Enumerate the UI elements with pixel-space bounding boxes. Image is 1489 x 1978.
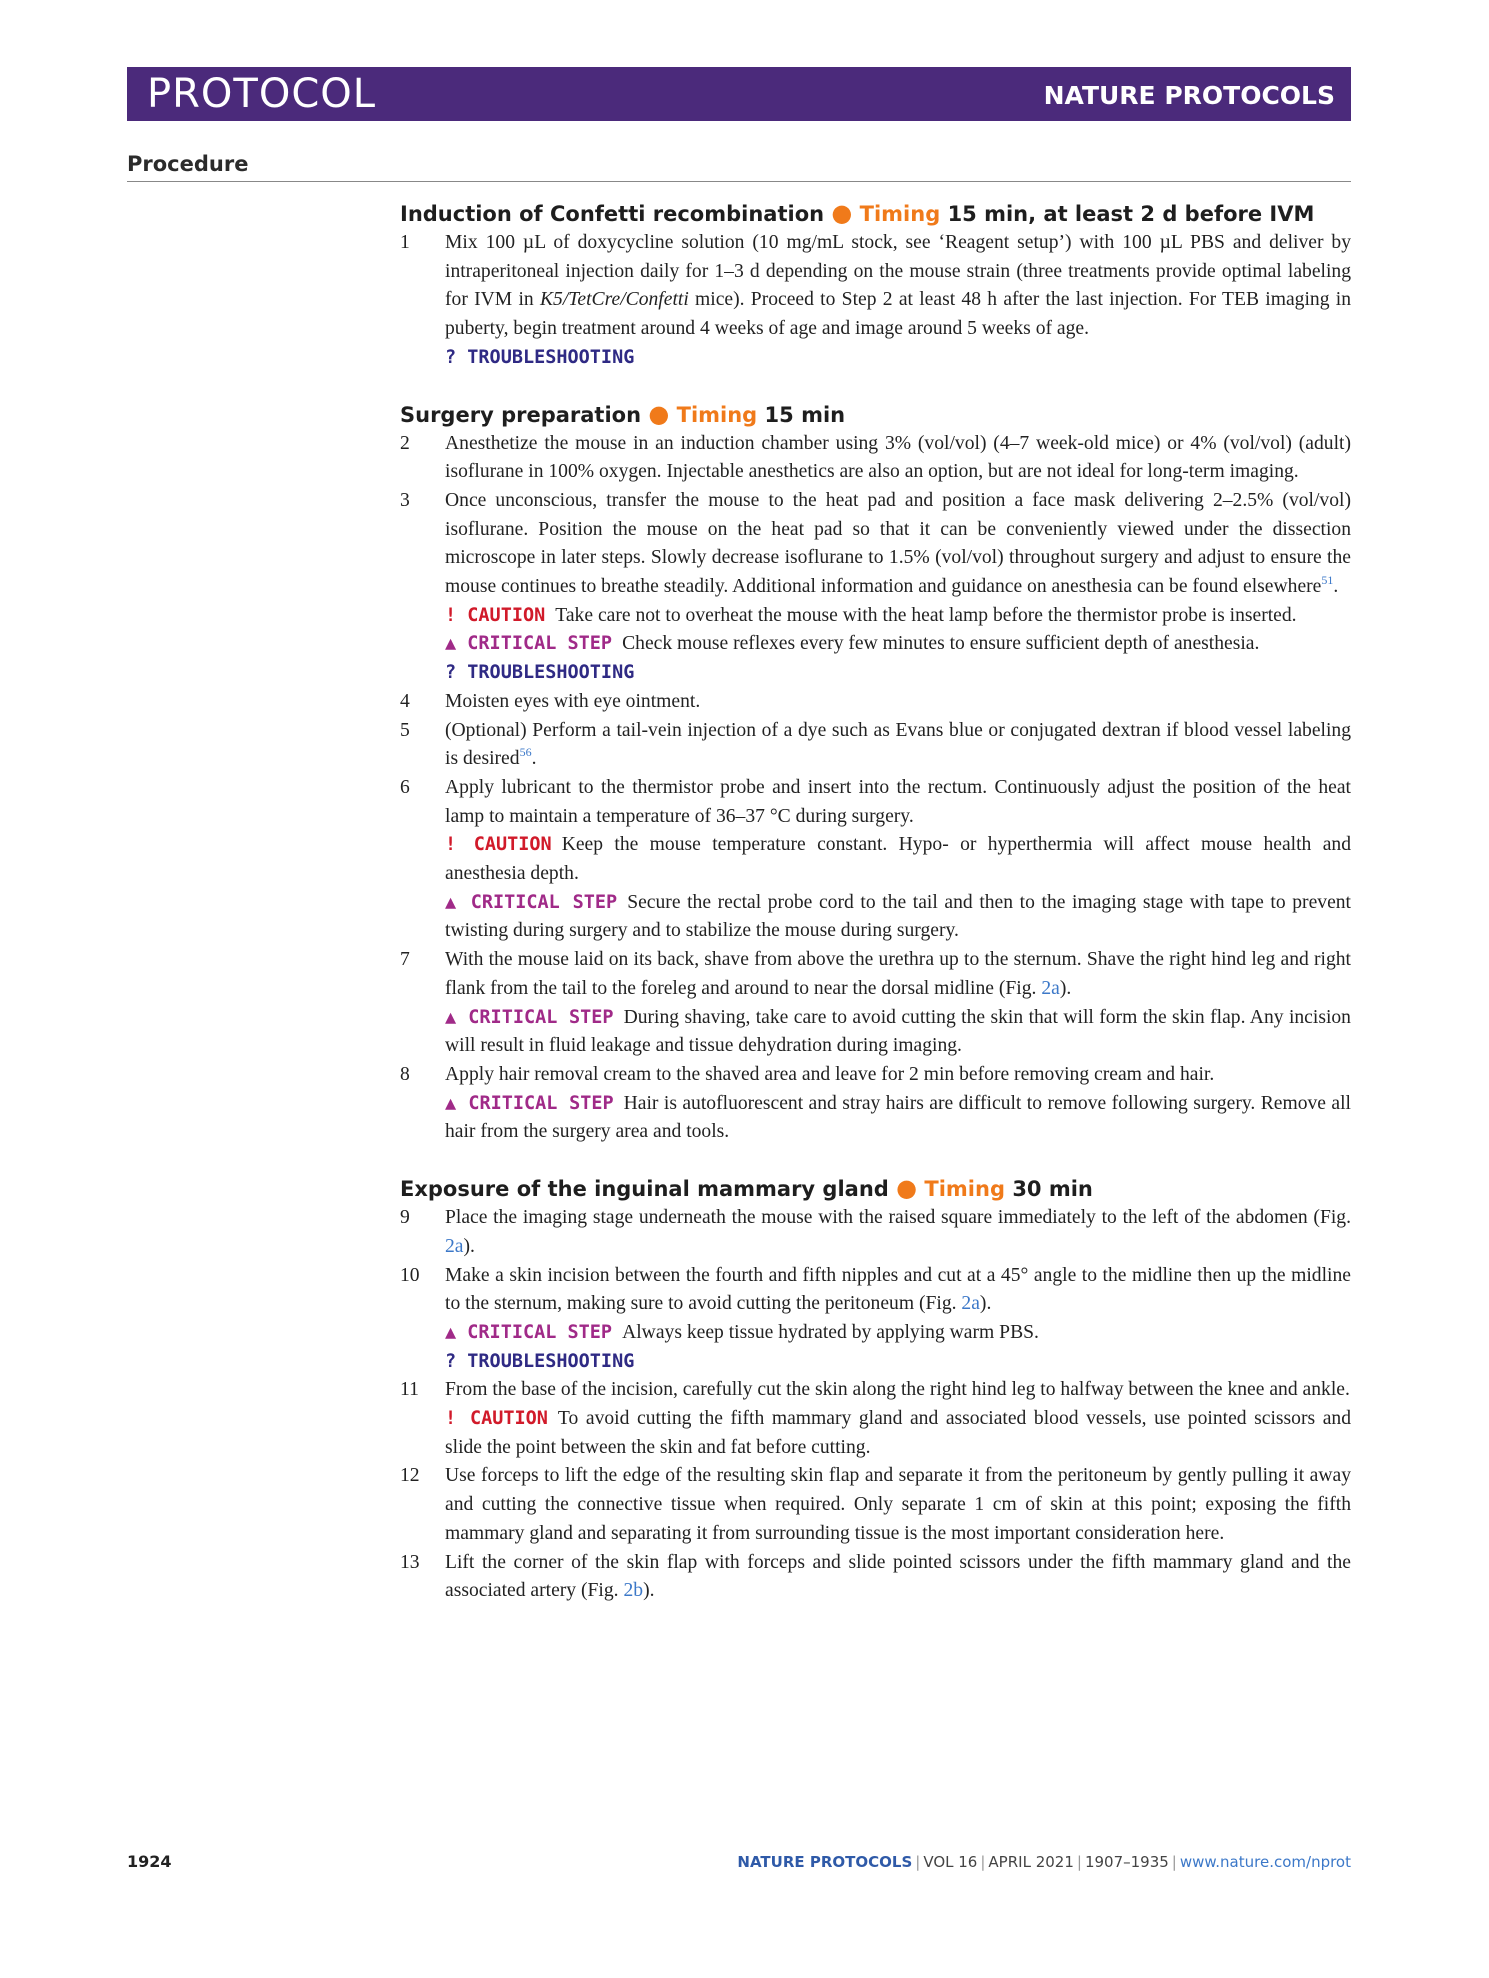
- section-type-label: PROTOCOL: [147, 71, 377, 117]
- step-12: 12 Use forceps to lift the edge of the resulting skin flap and separate it from the peritoneum by gently pulling it away and cutting the connective tissue when required. Only separate 1 cm of skin at this point; exposing the fifth mammary gland and separating it from surrounding tissue is the most important consideration here.: [400, 1465, 1351, 1544]
- reference-link[interactable]: 56: [519, 745, 532, 760]
- header-bar: [127, 67, 1351, 121]
- step-2: 2 Anesthetize the mouse in an induction chamber using 3% (vol/vol) (4–7 week-old mice) or 4% (vol/vol) (adult) isoflurane in 100% oxygen. Injectable anesthetics are also an option, but are not ideal for long-term imaging.: [400, 432, 1351, 483]
- troubleshooting-link[interactable]: ? TROUBLESHOOTING: [445, 662, 635, 684]
- procedure-rule: [127, 181, 1351, 182]
- procedure-heading: Procedure: [127, 152, 249, 176]
- section-heading: Surgery preparation ● Timing 15 min: [400, 399, 846, 428]
- section-heading: Induction of Confetti recombination ● Timing 15 min, at least 2 d before IVM: [400, 199, 1315, 227]
- critical-step-note: ▲ CRITICAL STEP During shaving, take care to avoid cutting the skin that will form the skin flap. Any incision will result in fluid leakage and tissue dehydration during imaging.: [445, 1006, 1351, 1057]
- troubleshooting-link[interactable]: ? TROUBLESHOOTING: [445, 1350, 635, 1372]
- reference-link[interactable]: 51: [1321, 573, 1334, 588]
- timing-dot-icon: ●: [648, 399, 670, 428]
- figure-link[interactable]: 2a: [445, 1235, 464, 1257]
- step-5: 5 (Optional) Perform a tail-vein injection of a dye such as Evans blue or conjugated dextran if blood vessel labeling is desired$^{56}$.: [400, 719, 1351, 770]
- step-10: 10 Make a skin incision between the fourth and fifth nipples and cut at a 45° angle to the midline then up the midline to the sternum, making sure to avoid cutting the peritoneum (Fig. 2a).: [400, 1264, 1351, 1315]
- footer-volume: VOL 16: [923, 1853, 978, 1871]
- caution-note: ! CAUTION Take care not to overheat the mouse with the heat lamp before the thermistor probe is inserted.: [445, 604, 1297, 626]
- critical-step-note: ▲ CRITICAL STEP Always keep tissue hydrated by applying warm PBS.: [445, 1321, 1039, 1343]
- timing-dot-icon: ●: [831, 199, 853, 227]
- step-1: 1 Mix 100 µL of doxycycline solution (10 mg/mL stock, see ‘Reagent setup’) with 100 µL PBS and deliver by intraperitoneal injection daily for 1–3 d depending on the mouse strain (three treatments provide optimal labeling for IVM in K5/TetCre/Confetti mice). Proceed to Step 2 at least 48 h after the last injection. For TEB imaging in puberty, begin treatment around 4 weeks of age and image around 5 weeks of age.: [400, 232, 1351, 340]
- procedure-content: [400, 198, 1351, 1606]
- step-7: 7 With the mouse laid on its back, shave from above the urethra up to the sternum. Shave the right hind leg and right flank from the tail to the foreleg and around to near the dorsal midline (Fig. 2a).: [400, 949, 1351, 999]
- step-3: 3 Once unconscious, transfer the mouse to the heat pad and position a face mask delivering 2–2.5% (vol/vol) isoflurane. Position the mouse on the heat pad so that it can be conveniently viewed under the dissection microscope in later steps. Slowly decrease isoflurane to 1.5% (vol/vol) throughout surgery and adjust to ensure the mouse continues to breathe steadily. Additional information and guidance on anesthesia can be found elsewhere$^{51}$.: [400, 489, 1351, 598]
- page-number: 1924: [127, 1852, 172, 1871]
- step-8: 8 Apply hair removal cream to the shaved area and leave for 2 min before removing cream and hair.: [400, 1063, 1215, 1085]
- footer-journal: NATURE PROTOCOLS: [737, 1853, 913, 1871]
- timing-dot-icon: ●: [896, 1174, 918, 1203]
- critical-step-note: ▲ CRITICAL STEP Secure the rectal probe cord to the tail and then to the imaging stage with tape to prevent twisting during surgery and to stabilize the mouse during surgery.: [445, 891, 1352, 942]
- journal-name: NATURE PROTOCOLS: [1043, 81, 1335, 110]
- step-9: 9 Place the imaging stage underneath the mouse with the raised square immediately to the left of the abdomen (Fig. 2a).: [400, 1207, 1351, 1257]
- critical-step-note: ▲ CRITICAL STEP Hair is autofluorescent and stray hairs are difficult to remove following surgery. Remove all hair from the surgery area and tools.: [445, 1092, 1351, 1143]
- step-11: 11 From the base of the incision, carefully cut the skin along the right hind leg to halfway between the knee and ankle.: [400, 1379, 1350, 1401]
- step-6: 6 Apply lubricant to the thermistor probe and insert into the rectum. Continuously adjust the position of the heat lamp to maintain a temperature of 36–37 °C during surgery.: [400, 776, 1351, 827]
- footer-url-link[interactable]: www.nature.com/nprot: [1179, 1853, 1351, 1871]
- section-heading: Exposure of the inguinal mammary gland ● Timing 30 min: [400, 1174, 1093, 1203]
- figure-link[interactable]: 2a: [961, 1293, 980, 1315]
- caution-note: ! CAUTION Keep the mouse temperature constant. Hypo- or hyperthermia will affect mouse health and anesthesia depth.: [445, 834, 1351, 885]
- footer-pages: 1907–1935: [1084, 1853, 1169, 1871]
- step-13: 13 Lift the corner of the skin flap with forceps and slide pointed scissors under the fifth mammary gland and the associated artery (Fig. 2b).: [400, 1551, 1351, 1602]
- caution-note: ! CAUTION To avoid cutting the fifth mammary gland and associated blood vessels, use pointed scissors and slide the point between the skin and fat before cutting.: [445, 1408, 1351, 1458]
- step-4: 4 Moisten eyes with eye ointment.: [400, 690, 701, 712]
- critical-step-note: ▲ CRITICAL STEP Check mouse reflexes every few minutes to ensure sufficient depth of anesthesia.: [445, 633, 1260, 655]
- footer-date: APRIL 2021: [988, 1853, 1074, 1871]
- troubleshooting-link[interactable]: ? TROUBLESHOOTING: [445, 346, 635, 368]
- footer-citation: NATURE PROTOCOLS | VOL 16 | APRIL 2021 | 1907–1935 | www.nature.com/nprot: [737, 1853, 1351, 1871]
- figure-link[interactable]: 2a: [1041, 977, 1060, 999]
- figure-link[interactable]: 2b: [623, 1580, 644, 1602]
